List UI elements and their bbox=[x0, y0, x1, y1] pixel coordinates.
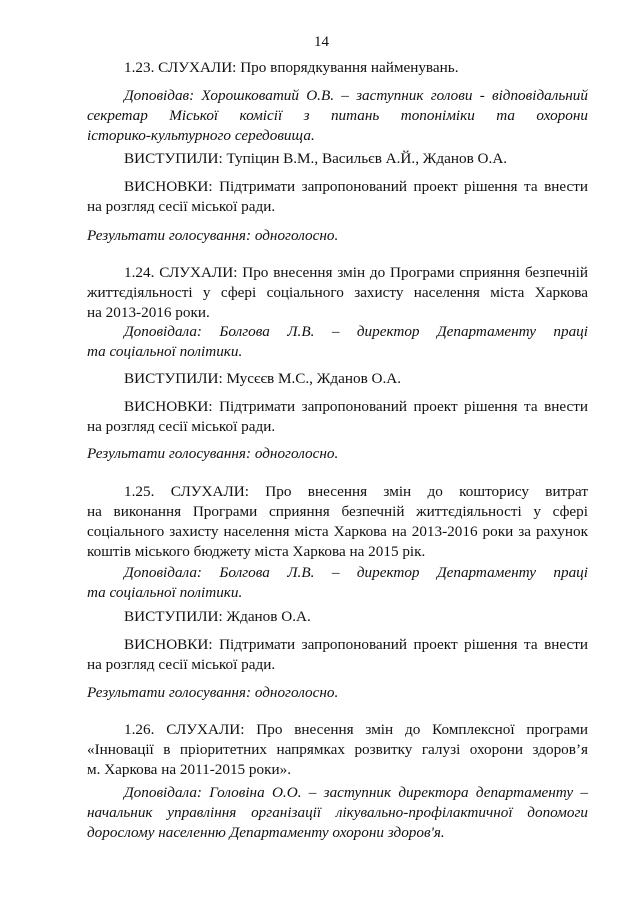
report-line: секретар Міської комісії з питань топоніміки та охорони bbox=[87, 107, 588, 124]
heard-line: на виконання Програми сприяння безпечній життєдіяльності у сфері bbox=[87, 503, 588, 520]
report-line: Доповідав: Хорошковатий О.В. – заступник голови - відповідальний bbox=[124, 87, 588, 104]
report-line: Доповідала: Болгова Л.В. – директор Департаменту праці bbox=[124, 323, 588, 340]
item-1-23-conclusions bbox=[87, 177, 588, 217]
report-line: та соціальної політики. bbox=[87, 584, 243, 601]
heard-line: «Інновації в пріоритетних напрямках розвитку галузі охорони здоров’я bbox=[87, 741, 588, 758]
report-line: та соціальної політики. bbox=[87, 343, 243, 360]
item-1-25-report bbox=[87, 563, 588, 603]
report-line: історико-культурного середовища. bbox=[87, 127, 315, 144]
item-1-23-vote: Результати голосування: одноголосно. bbox=[87, 227, 339, 244]
conclusion-line: на розгляд сесії міської ради. bbox=[87, 418, 276, 435]
report-line: дорослому населенню Департаменту охорони здоров'я. bbox=[87, 824, 445, 841]
item-1-24-heard bbox=[87, 263, 588, 323]
conclusion-line: на розгляд сесії міської ради. bbox=[87, 656, 276, 673]
conclusion-line: ВИСНОВКИ: Підтримати запропонований проект рішення та внести bbox=[124, 398, 588, 415]
item-1-25-conclusions bbox=[87, 635, 588, 675]
heard-line: 1.26. СЛУХАЛИ: Про внесення змін до Комплексної програми bbox=[124, 721, 588, 738]
item-1-26-report bbox=[87, 783, 588, 843]
heard-line: 1.24. СЛУХАЛИ: Про внесення змін до Програми сприяння безпечній bbox=[124, 264, 588, 281]
item-1-24-report bbox=[87, 322, 588, 362]
item-1-24-vote: Результати голосування: одноголосно. bbox=[87, 445, 339, 462]
conclusion-line: ВИСНОВКИ: Підтримати запропонований проект рішення та внести bbox=[124, 178, 588, 195]
item-1-24-conclusions bbox=[87, 397, 588, 437]
heard-line: соціального захисту населення міста Харкова на 2013-2016 роки за рахунок bbox=[87, 523, 588, 540]
heard-line: м. Харкова на 2011-2015 роки». bbox=[87, 761, 292, 778]
report-line: Доповідала: Болгова Л.В. – директор Департаменту праці bbox=[124, 564, 588, 581]
conclusion-line: ВИСНОВКИ: Підтримати запропонований проект рішення та внести bbox=[124, 636, 588, 653]
heard-line: 1.25. СЛУХАЛИ: Про внесення змін до кошторису витрат bbox=[124, 483, 588, 500]
item-1-25-spoke: ВИСТУПИЛИ: Жданов О.А. bbox=[124, 608, 311, 625]
item-1-23-spoke: ВИСТУПИЛИ: Тупіцин В.М., Васильєв А.Й., Жданов О.А. bbox=[124, 150, 508, 167]
report-line: начальник управління організації лікувально-профілактичної допомоги bbox=[87, 804, 588, 821]
conclusion-line: на розгляд сесії міської ради. bbox=[87, 198, 276, 215]
heard-line: коштів міського бюджету міста Харкова на 2015 рік. bbox=[87, 543, 426, 560]
report-line: Доповідала: Головіна О.О. – заступник директора департаменту – bbox=[124, 784, 588, 801]
item-1-24-spoke: ВИСТУПИЛИ: Мусєєв М.С., Жданов О.А. bbox=[124, 370, 402, 387]
heard-line: на 2013-2016 роки. bbox=[87, 304, 210, 321]
item-1-23-heard: 1.23. СЛУХАЛИ: Про впорядкування найменувань. bbox=[124, 59, 459, 76]
item-1-25-heard bbox=[87, 482, 588, 562]
item-1-26-heard bbox=[87, 720, 588, 780]
heard-line: життєдіяльності у сфері соціального захисту населення міста Харкова bbox=[87, 284, 588, 301]
page-number: 14 bbox=[314, 34, 329, 50]
item-1-25-vote: Результати голосування: одноголосно. bbox=[87, 684, 339, 701]
item-1-23-report bbox=[87, 86, 588, 146]
